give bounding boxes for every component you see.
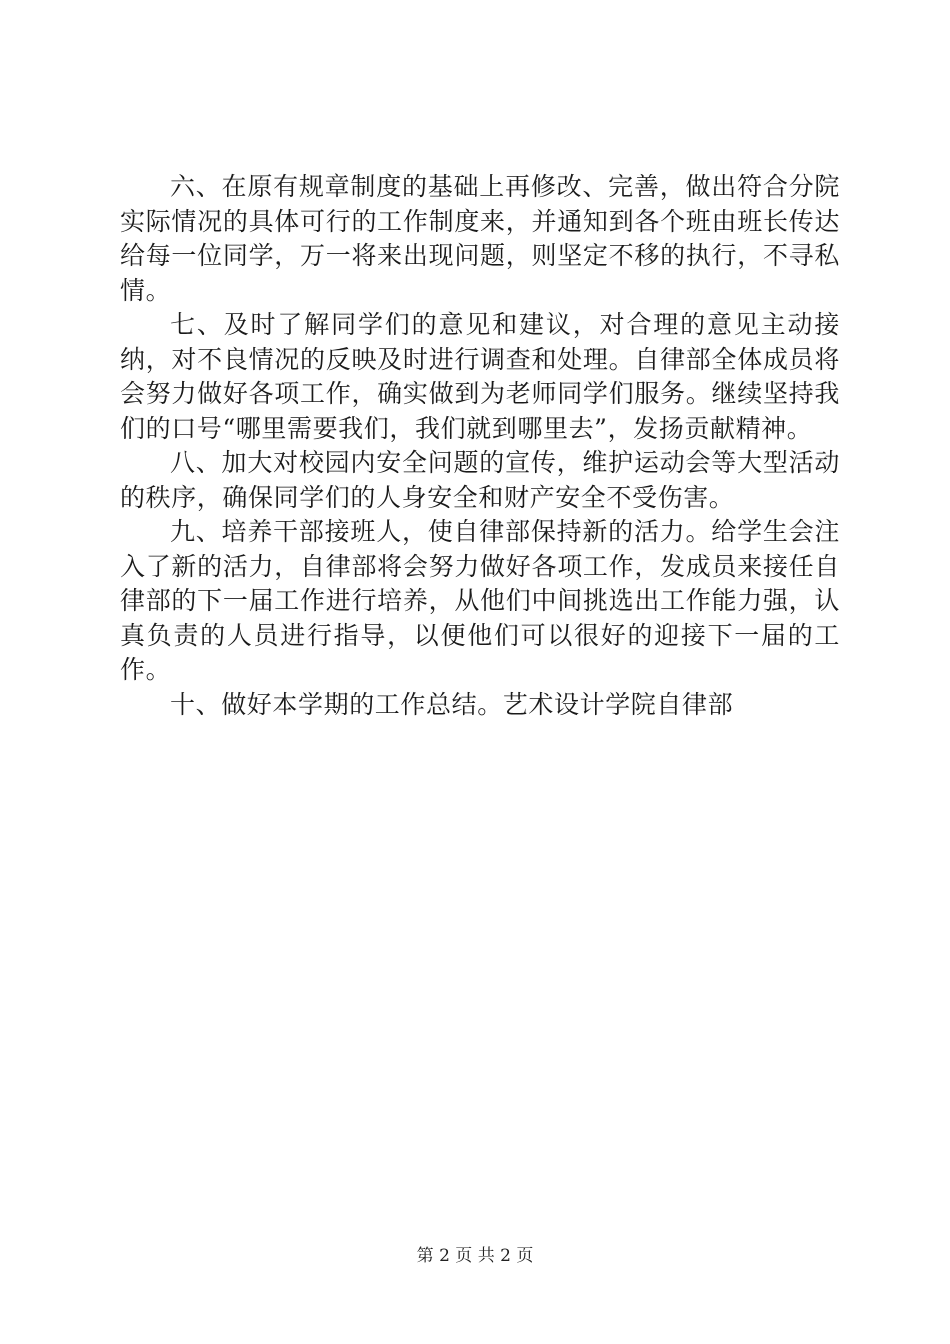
paragraph-9: 九、培养干部接班人，使自律部保持新的活力。给学生会注入了新的活力，自律部将会努力做好各项工作，发成员来接任自律部的下一届工作进行培养，从他们中间挑选出工作能力强，认真负责的人员进行指导，以便他们可以很好的迎接下一届的工作。 <box>120 517 840 684</box>
page-number: 第 2 页 共 2 页 <box>416 1246 534 1266</box>
paragraph-7: 七、及时了解同学们的意见和建议，对合理的意见主动接纳，对不良情况的反映及时进行调查和处理。自律部全体成员将会努力做好各项工作，确实做到为老师同学们服务。继续坚持我们的口号“哪里需要我们，我们就到哪里去”，发扬贡献精神。 <box>120 310 840 443</box>
paragraph-8: 八、加大对校园内安全问题的宣传，维护运动会等大型活动的秩序，确保同学们的人身安全和财产安全不受伤害。 <box>120 448 840 512</box>
paragraph-10: 十、做好本学期的工作总结。艺术设计学院自律部 <box>170 689 734 719</box>
page-footer <box>0 1241 950 1266</box>
document-body <box>120 170 840 722</box>
paragraph-6: 六、在原有规章制度的基础上再修改、完善，做出符合分院实际情况的具体可行的工作制度来，并通知到各个班由班长传达给每一位同学，万一将来出现问题，则坚定不移的执行，不寻私情。 <box>120 172 840 305</box>
